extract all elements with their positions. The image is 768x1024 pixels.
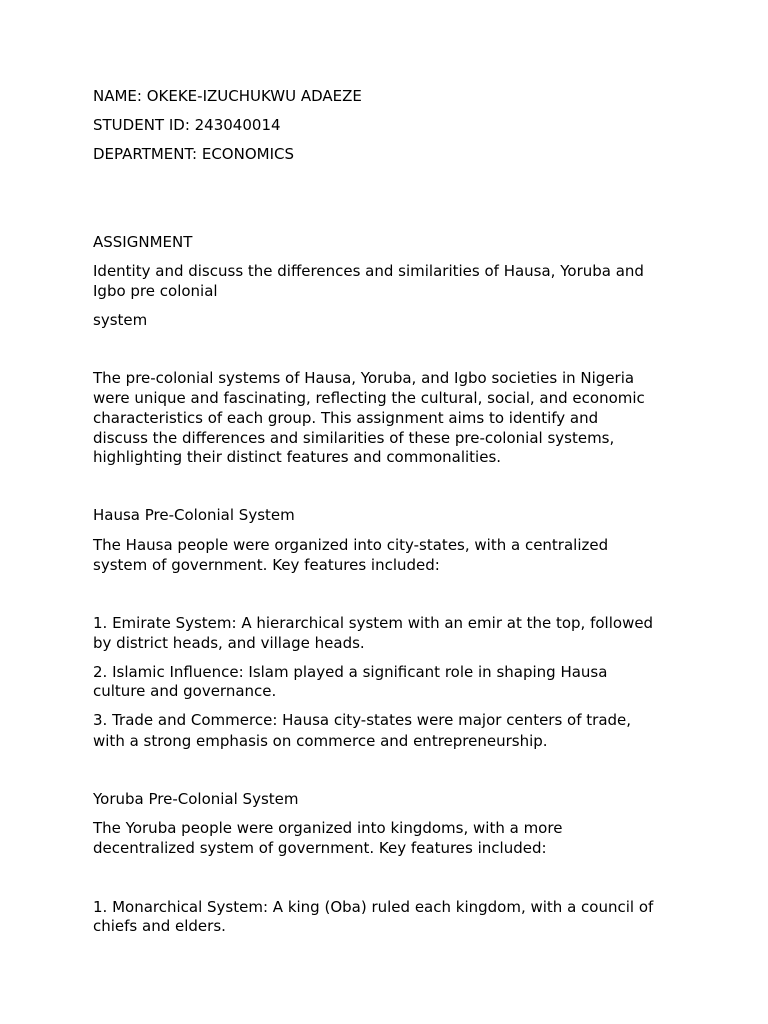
intro-paragraph-line: discuss the differences and similarities of these pre-colonial systems, bbox=[93, 429, 615, 447]
intro-paragraph-line: highlighting their distinct features and commonalities. bbox=[93, 448, 502, 466]
student-id: STUDENT ID: 243040014 bbox=[93, 116, 281, 134]
student-name: NAME: OKEKE-IZUCHUKWU ADAEZE bbox=[93, 87, 362, 105]
hausa-intro: system of government. Key features included: bbox=[93, 556, 440, 574]
assignment-heading: ASSIGNMENT bbox=[93, 233, 193, 251]
intro-paragraph-line: characteristics of each group. This assignment aims to identify and bbox=[93, 409, 599, 427]
hausa-point: by district heads, and village heads. bbox=[93, 634, 365, 652]
hausa-point: 2. Islamic Influence: Islam played a significant role in shaping Hausa bbox=[93, 663, 608, 681]
assignment-question: Igbo pre colonial bbox=[93, 282, 218, 300]
yoruba-intro: decentralized system of government. Key features included: bbox=[93, 839, 547, 857]
intro-paragraph-line: The pre-colonial systems of Hausa, Yoruba, and Igbo societies in Nigeria bbox=[93, 369, 635, 387]
section-heading-hausa: Hausa Pre-Colonial System bbox=[93, 506, 295, 524]
hausa-intro: The Hausa people were organized into city-states, with a centralized bbox=[93, 536, 609, 554]
intro-paragraph-line: were unique and fascinating, reflecting the cultural, social, and economic bbox=[93, 389, 645, 407]
hausa-point: 3. Trade and Commerce: Hausa city-states were major centers of trade, bbox=[93, 711, 632, 729]
hausa-point: with a strong emphasis on commerce and entrepreneurship. bbox=[93, 732, 548, 750]
assignment-question: Identity and discuss the differences and similarities of Hausa, Yoruba and bbox=[93, 262, 644, 280]
yoruba-intro: The Yoruba people were organized into kingdoms, with a more bbox=[93, 819, 563, 837]
department: DEPARTMENT: ECONOMICS bbox=[93, 145, 294, 163]
hausa-point: 1. Emirate System: A hierarchical system with an emir at the top, followed bbox=[93, 614, 654, 632]
section-heading-yoruba: Yoruba Pre-Colonial System bbox=[93, 790, 299, 808]
yoruba-point: 1. Monarchical System: A king (Oba) ruled each kingdom, with a council of bbox=[93, 898, 654, 916]
assignment-question: system bbox=[93, 311, 148, 329]
yoruba-point: chiefs and elders. bbox=[93, 917, 226, 935]
hausa-point: culture and governance. bbox=[93, 682, 277, 700]
